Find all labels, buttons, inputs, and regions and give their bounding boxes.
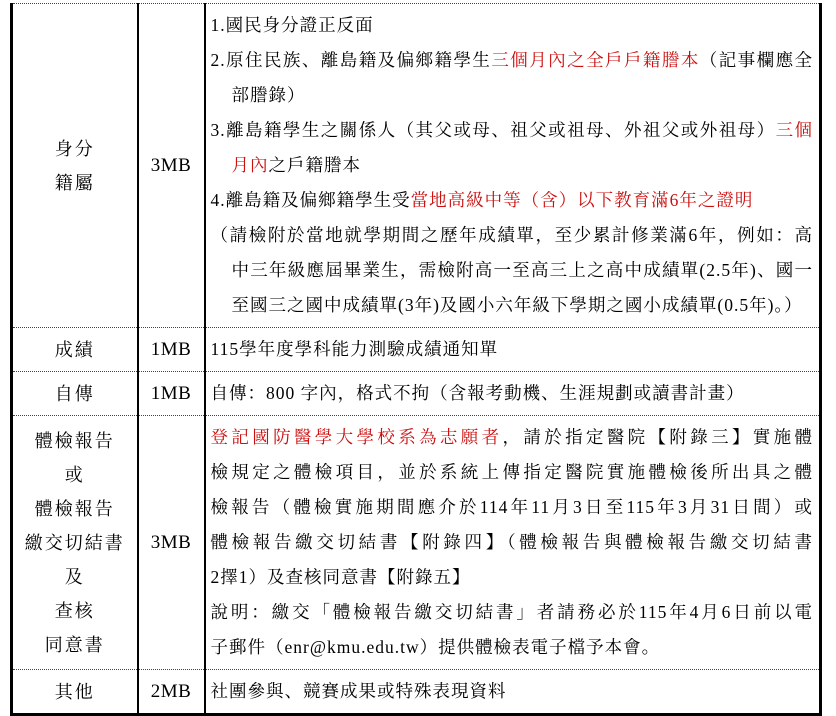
description-line xyxy=(211,253,814,288)
category-label: 成績 xyxy=(54,339,95,360)
text-segment: （記事欄應全 xyxy=(699,50,814,70)
category-cell-medical-report xyxy=(12,416,138,670)
category-label: 自傳 xyxy=(54,383,95,404)
text-segment: （請檢附於當地就學期間之歷年成績單，至少累計修業滿6年，例如：高 xyxy=(210,225,813,245)
category-label: 繳交切結書 xyxy=(24,532,125,553)
text-segment: 說明：繳交「體檢報告繳交切結書」者請務必於115年4月6日前以電 xyxy=(210,602,813,622)
size-limit-cell: 3MB xyxy=(138,416,205,670)
description-line xyxy=(211,148,814,183)
description-line xyxy=(211,560,814,595)
text-segment: 4.離島籍及偏鄉籍學生受 xyxy=(210,190,411,210)
description-line xyxy=(211,490,814,525)
description-cell-identity-household xyxy=(205,4,821,328)
text-segment: 1.國民身分證正反面 xyxy=(210,15,374,35)
category-cell-autobiography xyxy=(12,372,138,416)
category-label: 或 xyxy=(64,464,85,485)
category-label: 身分 xyxy=(54,138,95,159)
category-cell-score xyxy=(12,328,138,372)
category-label: 及 xyxy=(64,566,85,587)
description-line xyxy=(211,78,814,113)
text-segment: 2擇1）及查核同意書【附錄五】 xyxy=(210,567,471,587)
text-segment: 中三年級應屆畢業生，需檢附高一至高三上之高中成績單(2.5年)、國一 xyxy=(231,260,813,280)
description-cell-medical-report xyxy=(205,416,821,670)
description-line xyxy=(211,113,814,148)
size-limit-cell: 1MB xyxy=(138,372,205,416)
table-row-identity-household xyxy=(12,4,821,328)
description-line xyxy=(211,420,814,455)
text-segment: 檢規定之體檢項目，並於系統上傳指定醫院實施體檢後所出具之體 xyxy=(210,462,813,482)
category-cell-other xyxy=(12,670,138,716)
description-cell-score xyxy=(205,328,821,372)
requirements-table xyxy=(10,3,822,716)
text-segment: 至國三之國中成績單(3年)及國小六年級下學期之國小成績單(0.5年)。） xyxy=(231,295,803,315)
text-segment: 3.離島籍學生之關係人（其父或母、祖父或祖母、外祖父或外祖母） xyxy=(210,120,776,140)
size-limit-cell: 2MB xyxy=(138,670,205,716)
table-row-other xyxy=(12,670,821,716)
table-row-score xyxy=(12,328,821,372)
category-cell-identity-household xyxy=(12,4,138,328)
category-label: 籍屬 xyxy=(54,172,95,193)
description-line xyxy=(211,376,814,411)
category-label: 體檢報告 xyxy=(34,498,115,519)
description-cell-autobiography xyxy=(205,372,821,416)
emphasis-red-text: 登記國防醫學大學校系為志願者 xyxy=(210,427,503,447)
description-line xyxy=(211,43,814,78)
description-line xyxy=(211,183,814,218)
description-cell-other xyxy=(205,670,821,716)
description-line xyxy=(211,595,814,630)
size-limit-cell: 3MB xyxy=(138,4,205,328)
description-line xyxy=(211,455,814,490)
description-line xyxy=(211,525,814,560)
description-line xyxy=(211,674,814,709)
table-row-medical-report xyxy=(12,416,821,670)
description-line xyxy=(211,8,814,43)
description-line xyxy=(211,630,814,665)
category-label: 同意書 xyxy=(44,634,105,655)
description-line xyxy=(211,218,814,253)
table-row-autobiography xyxy=(12,372,821,416)
emphasis-red-text: 三個 xyxy=(775,120,814,140)
text-segment: ，請於指定醫院【附錄三】實施體 xyxy=(502,427,813,447)
emphasis-red-text: 當地高級中等（含）以下教育滿6年之證明 xyxy=(410,190,754,210)
text-segment: 2.原住民族、離島籍及偏鄉籍學生 xyxy=(210,50,492,70)
description-line xyxy=(211,332,814,367)
category-label: 其他 xyxy=(54,681,95,702)
category-label: 體檢報告 xyxy=(34,430,115,451)
text-segment: 部謄錄） xyxy=(231,85,306,105)
description-line xyxy=(211,288,814,323)
category-label: 查核 xyxy=(54,600,95,621)
text-segment: 115學年度學科能力測驗成績通知單 xyxy=(210,339,499,359)
emphasis-red-text: 三個月內之全戶戶籍謄本 xyxy=(491,50,700,70)
text-segment: 體檢報告繳交切結書【附錄四】（體檢報告與體檢報告繳交切結書 xyxy=(210,532,813,552)
size-limit-cell: 1MB xyxy=(138,328,205,372)
text-segment: 檢報告（體檢實施期間應介於114年11月3日至115年3月31日間）或 xyxy=(210,497,813,517)
text-segment: 自傳：800 字內，格式不拘（含報考動機、生涯規劃或讀書計畫） xyxy=(210,383,745,403)
text-segment: 社團參與、競賽成果或特殊表現資料 xyxy=(210,681,507,701)
emphasis-red-text: 月內 xyxy=(231,155,269,175)
text-segment: 子郵件（enr@kmu.edu.tw）提供體檢表電子檔予本會。 xyxy=(210,637,661,657)
text-segment: 之戶籍謄本 xyxy=(268,155,361,175)
